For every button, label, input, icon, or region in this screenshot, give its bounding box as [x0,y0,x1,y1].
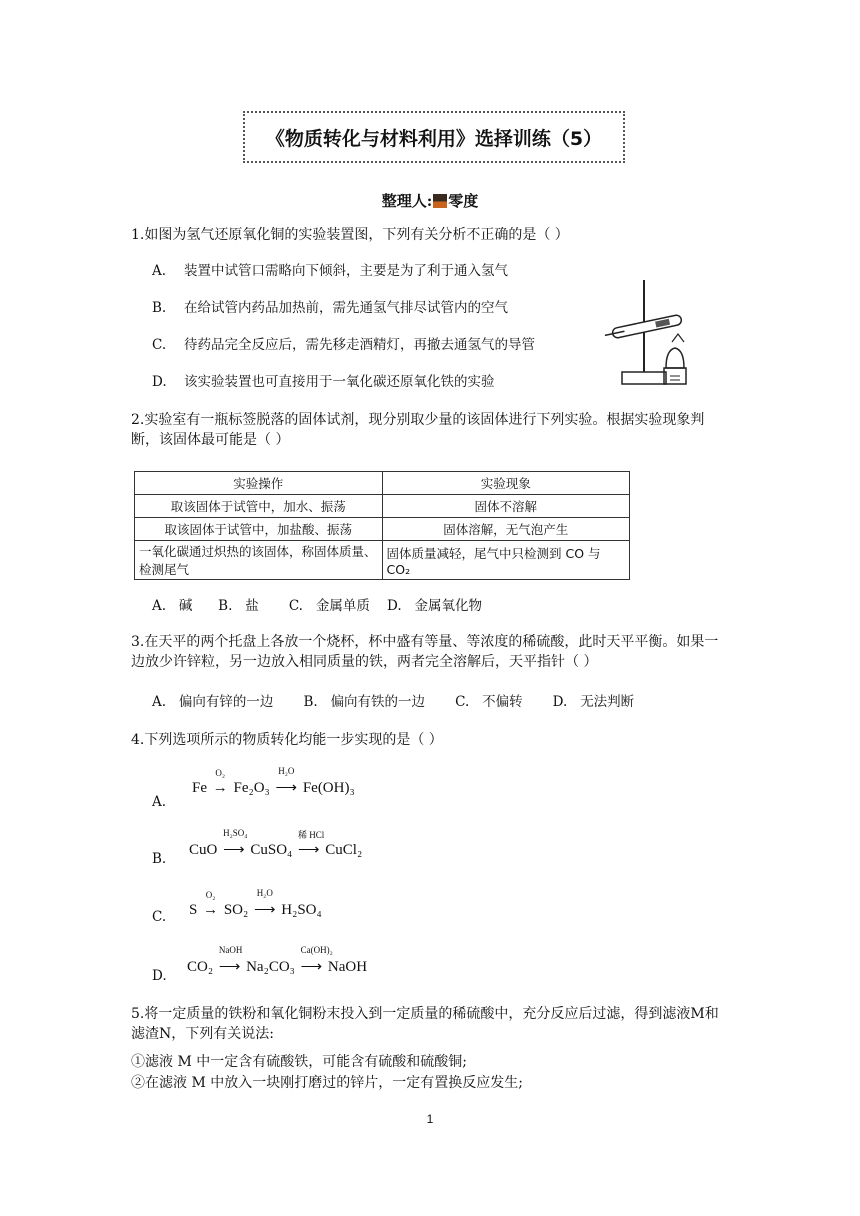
q4-option-a-label: A. [152,794,167,810]
q4-option-d-reaction [187,945,368,976]
arrow-reagent: H₂SO₄ [223,828,248,838]
species: CuSO₄ [250,842,293,858]
title-box [243,111,625,163]
species: Na₂CO₃ [246,959,295,975]
species: Fe(OH)₃ [302,780,355,796]
species: CO₂ [187,959,214,975]
arrow-reagent: O₂ [205,890,216,900]
question-5-stem: 5.将一定质量的铁粉和氧化铜粉末投入到一定质量的稀硫酸中，充分反应后过滤，得到滤液M和滤渣N，下列有关说法: [131,1006,719,1042]
author-line [0,190,860,211]
arrow-reagent: H₂O [278,766,295,776]
reaction-arrow: H₂O ⟶ [275,766,298,796]
page-title: 《物质转化与材料利用》选择训练（5） [265,127,603,150]
experiment-table [134,471,630,580]
reaction-arrow: H₂O ⟶ [254,888,276,918]
arrow-reagent: Ca(OH)₂ [300,945,333,955]
species: H₂SO₄ [281,902,322,918]
option-label: C. [288,598,303,614]
table-cell: 取该固体于试管中，加水、振荡 [135,495,383,518]
page-number: 1 [426,1112,434,1126]
option-label: B. [218,598,233,614]
question-3-stem: 3.在天平的两个托盘上各放一个烧杯，杯中盛有等量、等浓度的稀硫酸，此时天平平衡。如果一边放少许锌粒，另一边放入相同质量的铁，两者完全溶解后，天平指针（ ） [131,634,719,670]
table-cell: 固体质量减轻，尾气中只检测到 CO 与 CO₂ [382,541,630,580]
reaction-arrow: Ca(OH)₂ ⟶ [300,945,333,975]
q4-option-b-label: B. [152,851,167,867]
species: SO₂ [223,902,249,918]
option-label: B. [152,300,167,316]
option-label: A. [152,263,167,279]
question-1-stem: 1.如图为氢气还原氧化铜的实验装置图，下列有关分析不正确的是（ ） [131,227,569,243]
table-row [135,518,630,541]
question-2-stem: 2.实验室有一瓶标签脱落的固体试剂，现分别取少量的该固体进行下列实验。根据实验现象判断，该固体最可能是（ ） [131,412,705,448]
option-text: 该实验装置也可直接用于一氧化碳还原氧化铁的实验 [184,374,495,390]
q4-option-d-label: D. [152,968,167,984]
q4-option-c-reaction [189,888,322,919]
species: Fe [192,780,207,796]
species: Fe₂O₃ [233,780,270,796]
species: NaOH [327,959,368,975]
option-text: 金属氧化物 [414,598,483,614]
q3-options [152,692,634,712]
question-4-stem: 4.下列选项所示的物质转化均能一步实现的是（ ） [131,732,443,748]
option-text: 不偏转 [482,694,523,710]
q1-option-a [152,261,508,281]
option-text: 金属单质 [315,598,370,614]
option-text: 偏向有锌的一边 [178,694,274,710]
q1-option-b [152,298,508,318]
option-text: 盐 [245,598,259,614]
option-label: C. [152,337,167,353]
q5-statement-2: ②在滤液 M 中放入一块刚打磨过的锌片，一定有置换反应发生; [131,1075,523,1091]
option-text: 在给试管内药品加热前，需先通氢气排尽试管内的空气 [184,300,508,316]
table-cell: 固体不溶解 [382,495,630,518]
option-label: A. [152,694,167,710]
species: CuO [189,842,218,858]
q2-options [152,596,482,616]
table-cell: 固体溶解，无气泡产生 [382,518,630,541]
q1-option-c [152,335,535,355]
option-label: D. [387,598,402,614]
reaction-arrow: 稀 HCl ⟶ [298,830,325,858]
option-label: C. [455,694,470,710]
reaction-arrow: O₂ → [203,890,219,918]
q5-statement-1: ①滤液 M 中一定含有硫酸铁，可能含有硫酸和硫酸铜; [131,1054,467,1070]
arrow-reagent: O₂ [215,768,226,778]
table-header: 实验操作 [135,472,383,495]
table-cell: 一氧化碳通过炽热的该固体，称固体质量、检测尾气 [135,541,383,580]
arrow-reagent: 稀 HCl [298,830,325,840]
q1-option-d [152,372,495,392]
option-text: 偏向有铁的一边 [330,694,426,710]
table-header: 实验现象 [382,472,630,495]
arrow-reagent: NaOH [218,945,243,955]
table-cell: 取该固体于试管中，加盐酸、振荡 [135,518,383,541]
species: S [189,902,198,918]
reaction-arrow: H₂SO₄ ⟶ [223,828,248,858]
option-text: 待药品完全反应后，需先移走酒精灯，再撤去通氢气的导管 [184,337,535,353]
q4-option-c-label: C. [152,909,167,925]
sunset-icon [433,194,447,208]
table-row [135,541,630,580]
option-text: 碱 [178,598,193,614]
arrow-reagent: H₂O [256,888,273,898]
option-label: D. [552,694,568,710]
option-text: 装置中试管口需略向下倾斜，主要是为了利于通入氢气 [184,263,508,279]
table-row [135,495,630,518]
option-text: 无法判断 [580,694,635,710]
species: CuCl₂ [325,842,363,858]
q4-option-b-reaction [189,828,363,859]
reaction-arrow: O₂ → [212,768,228,796]
q4-option-a-reaction [192,766,355,797]
author-label: 整理人: [381,192,433,210]
reaction-arrow: NaOH ⟶ [218,945,243,975]
option-label: A. [152,598,167,614]
author-name: 零度 [448,192,479,210]
hydrogen-reduction-apparatus-figure [604,278,700,388]
option-label: D. [152,374,167,390]
option-label: B. [303,694,318,710]
table-header-row [135,472,630,495]
